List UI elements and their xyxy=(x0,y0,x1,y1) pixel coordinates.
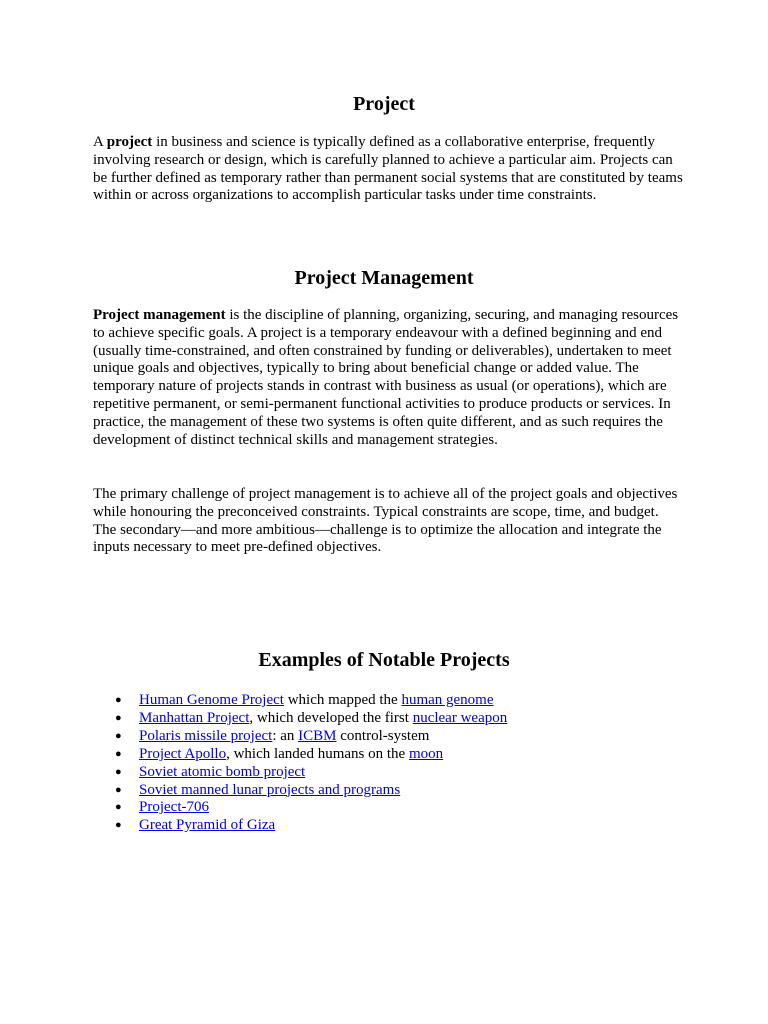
list-item-secondary-link[interactable]: human genome xyxy=(401,692,494,708)
list-item-secondary-link[interactable]: ICBM xyxy=(298,727,337,744)
paragraph-project-management-definition xyxy=(93,307,683,449)
paragraph-text: is the discipline of planning, organizing, securing, and managing resources to achieve specific goals. A project is a temporary endeavour with a defined beginning and end (usually time-constrained, and often constrained by funding or deliverables), undertaken to meet unique goals and objectives, typically to bring about beneficial change or added value. The temporary nature of projects stands in contrast with business as usual (or operations), which are repetitive permanent, or semi-permanent functional activities to produce products or services. In practice, the management of these two systems is often quite different, and as such requires the development of distinct technical skills and management strategies. xyxy=(93,307,679,448)
list-item-link[interactable]: Manhattan Project xyxy=(139,709,250,726)
heading-examples: Examples of Notable Projects xyxy=(258,649,510,671)
list-item xyxy=(93,782,507,800)
bullet-icon: ● xyxy=(115,747,122,760)
list-item-text: , which landed humans on the xyxy=(226,745,409,762)
bullet-icon: ● xyxy=(115,711,122,724)
list-item-link[interactable]: Human Genome Project xyxy=(139,692,284,708)
bullet-icon: ● xyxy=(115,801,122,814)
list-item xyxy=(93,710,507,728)
bullet-icon: ● xyxy=(115,694,122,706)
list-item xyxy=(93,764,507,782)
paragraph-prefix: A xyxy=(93,134,107,150)
list-item xyxy=(93,746,507,764)
list-item xyxy=(93,799,507,817)
paragraph-text: in business and science is typically defined as a collaborative enterprise, frequently involving research or design, which is carefully planned to achieve a particular aim. Projects can be further defined as temporary rather than permanent social systems that are constituted by teams within or across organizations to accomplish particular tasks under time constraints. xyxy=(93,134,683,204)
list-item-text: : an xyxy=(272,727,299,744)
list-item-link[interactable]: Soviet manned lunar projects and programs xyxy=(139,781,401,798)
list-item-link[interactable]: Polaris missile project xyxy=(139,727,273,744)
list-item xyxy=(93,728,507,746)
bullet-icon: ● xyxy=(115,819,122,832)
paragraph-primary-challenge: The primary challenge of project management is to achieve all of the project goals and objectives while honouring the preconceived constraints. Typical constraints are scope, time, and budget. The secondary—and more ambitious—challenge is to optimize the allocation and integrate the inputs necessary to meet pre-defined objectives. xyxy=(93,486,678,556)
list-item-secondary-link[interactable]: nuclear weapon xyxy=(412,709,508,726)
bullet-icon: ● xyxy=(115,729,122,742)
list-item xyxy=(93,692,507,710)
list-item-text: control-system xyxy=(336,727,430,744)
list-item-link[interactable]: Project Apollo xyxy=(139,745,227,762)
bold-term-project: project xyxy=(106,134,153,150)
bullet-icon: ● xyxy=(115,765,122,778)
examples-list xyxy=(93,692,507,835)
heading-project: Project xyxy=(353,93,415,115)
heading-project-management: Project Management xyxy=(294,267,474,289)
list-item-link[interactable]: Soviet atomic bomb project xyxy=(139,763,306,780)
list-item-text: which mapped the xyxy=(283,692,402,708)
list-item-secondary-link[interactable]: moon xyxy=(408,745,444,762)
bullet-icon: ● xyxy=(115,783,122,796)
paragraph-project-definition xyxy=(93,134,683,205)
list-item-link[interactable]: Project-706 xyxy=(139,799,209,816)
list-item-text: , which developed the first xyxy=(249,709,413,726)
bold-term-project-management: Project management xyxy=(93,307,226,323)
list-item-link[interactable]: Great Pyramid of Giza xyxy=(139,817,276,834)
list-item xyxy=(93,817,507,835)
